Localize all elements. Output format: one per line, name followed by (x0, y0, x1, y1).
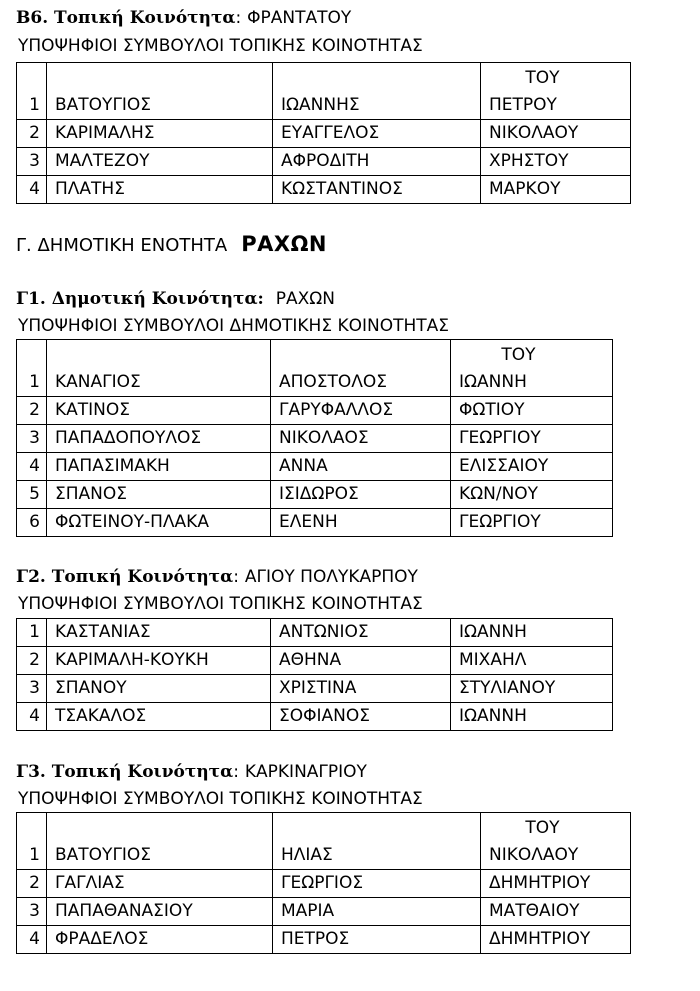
surname-cell: ΒΑΤΟΥΓΙΟΣ (47, 63, 273, 120)
father-name-cell: ΓΕΩΡΓΙΟΥ (451, 509, 613, 537)
table-row (17, 453, 613, 481)
father-name-cell: ΜΙΧΑΗΛ (451, 647, 613, 675)
row-number: 2 (17, 870, 47, 898)
candidates-table-g3 (16, 812, 631, 954)
candidates-table-g2 (16, 618, 613, 731)
row-number: 3 (17, 425, 47, 453)
surname-cell: ΠΛΑΤΗΣ (47, 176, 273, 204)
table-row (17, 926, 631, 954)
first-name-cell: ΚΩΣΤΑΝΤΙΝΟΣ (273, 176, 481, 204)
row-number: 6 (17, 509, 47, 537)
table-row (17, 425, 613, 453)
section-subtitle-g1: ΥΠΟΨΗΦΙΟΙ ΣΥΜΒΟΥΛΟΙ ΔΗΜΟΤΙΚΗΣ ΚΟΙΝΟΤΗΤΑΣ (18, 316, 450, 336)
father-name-cell: ΜΑΤΘΑΙΟΥ (481, 898, 631, 926)
table-row (17, 176, 631, 204)
first-name-cell: ΓΑΡΥΦΑΛΛΟΣ (271, 397, 451, 425)
row-number: 2 (17, 397, 47, 425)
table-row (17, 63, 631, 120)
row-number: 4 (17, 453, 47, 481)
municipal-unit-heading (16, 232, 327, 256)
father-prefix: ΤΟΥ (501, 345, 536, 365)
table-row (17, 397, 613, 425)
row-number: 4 (17, 176, 47, 204)
father-name: ΠΕΤΡΟΥ (489, 95, 557, 115)
section-name: ΡΑΧΩΝ (275, 289, 335, 309)
table-row (17, 120, 631, 148)
candidates-table-b6 (16, 62, 631, 204)
father-name-cell: ΧΡΗΣΤΟΥ (481, 148, 631, 176)
first-name-cell: ΙΩΑΝΝΗΣ (273, 63, 481, 120)
table-row (17, 813, 631, 870)
surname-cell: ΚΑΝΑΓΙΟΣ (47, 340, 271, 397)
row-number: 1 (17, 619, 47, 647)
table-row (17, 619, 613, 647)
surname-cell: ΜΑΛΤΕΖΟΥ (47, 148, 273, 176)
surname-cell: ΓΑΓΛΙΑΣ (47, 870, 273, 898)
section-heading-b6: Β6. Τοπική Κοινότητα: ΦΡΑΝΤΑΤΟΥ (16, 8, 352, 28)
section-label: Γ1. Δημοτική Κοινότητα: (16, 289, 264, 309)
table-row (17, 509, 613, 537)
first-name-cell: ΑΦΡΟΔΙΤΗ (273, 148, 481, 176)
table-row (17, 703, 613, 731)
row-number: 2 (17, 647, 47, 675)
surname-cell: ΦΩΤΕΙΝΟΥ-ΠΛΑΚΑ (47, 509, 271, 537)
section-label: Β6. Τοπική Κοινότητα (16, 8, 236, 28)
surname-cell: ΚΑΡΙΜΑΛΗ-ΚΟΥΚΗ (47, 647, 271, 675)
father-name-cell: ΕΛΙΣΣΑΙΟΥ (451, 453, 613, 481)
first-name-cell: ΕΥΑΓΓΕΛΟΣ (273, 120, 481, 148)
first-name-cell: ΣΟΦΙΑΝΟΣ (271, 703, 451, 731)
surname-cell: ΣΠΑΝΟΥ (47, 675, 271, 703)
father-name-cell: ΔΗΜΗΤΡΙΟΥ (481, 926, 631, 954)
first-name-cell: ΠΕΤΡΟΣ (273, 926, 481, 954)
first-name-cell: ΑΠΟΣΤΟΛΟΣ (271, 340, 451, 397)
section-subtitle-b6: ΥΠΟΨΗΦΙΟΙ ΣΥΜΒΟΥΛΟΙ ΤΟΠΙΚΗΣ ΚΟΙΝΟΤΗΤΑΣ (18, 36, 423, 56)
section-heading-g1 (16, 289, 335, 309)
surname-cell: ΦΡΑΔΕΛΟΣ (47, 926, 273, 954)
table-row (17, 340, 613, 397)
table-row (17, 675, 613, 703)
first-name-cell: ΑΝΤΩΝΙΟΣ (271, 619, 451, 647)
surname-cell: ΚΑΡΙΜΑΛΗΣ (47, 120, 273, 148)
table-row (17, 870, 631, 898)
table-row (17, 647, 613, 675)
surname-cell: ΒΑΤΟΥΓΙΟΣ (47, 813, 273, 870)
first-name-cell: ΑΝΝΑ (271, 453, 451, 481)
first-name-cell: ΧΡΙΣΤΙΝΑ (271, 675, 451, 703)
father-name: ΙΩΑΝΝΗ (459, 372, 527, 392)
table-row (17, 148, 631, 176)
father-name-cell (451, 340, 613, 397)
father-name-cell: ΙΩΑΝΝΗ (451, 619, 613, 647)
section-heading-g2: Γ2. Τοπική Κοινότητα: ΑΓΙΟΥ ΠΟΛΥΚΑΡΠΟΥ (16, 567, 418, 587)
father-name-cell: ΝΙΚΟΛΑΟΥ (481, 120, 631, 148)
candidates-table-g1 (16, 339, 613, 537)
section-name: ΚΑΡΚΙΝΑΓΡΙΟΥ (244, 762, 367, 782)
father-name-cell: ΓΕΩΡΓΙΟΥ (451, 425, 613, 453)
father-name-cell: ΦΩΤΙΟΥ (451, 397, 613, 425)
municipal-unit-label: Γ. ΔΗΜΟΤΙΚΗ ΕΝΟΤΗΤΑ (16, 235, 228, 256)
section-label: Γ3. Τοπική Κοινότητα (16, 762, 234, 782)
first-name-cell: ΜΑΡΙΑ (273, 898, 481, 926)
section-subtitle-g3: ΥΠΟΨΗΦΙΟΙ ΣΥΜΒΟΥΛΟΙ ΤΟΠΙΚΗΣ ΚΟΙΝΟΤΗΤΑΣ (18, 789, 423, 809)
father-name-cell: ΔΗΜΗΤΡΙΟΥ (481, 870, 631, 898)
first-name-cell: ΗΛΙΑΣ (273, 813, 481, 870)
father-name: ΝΙΚΟΛΑΟΥ (489, 845, 579, 865)
father-name-cell (481, 813, 631, 870)
row-number: 4 (17, 703, 47, 731)
surname-cell: ΠΑΠΑΘΑΝΑΣΙΟΥ (47, 898, 273, 926)
father-prefix: ΤΟΥ (525, 68, 560, 88)
row-number: 1 (17, 63, 47, 120)
row-number: 5 (17, 481, 47, 509)
surname-cell: ΠΑΠΑΔΟΠΟΥΛΟΣ (47, 425, 271, 453)
father-prefix: ΤΟΥ (525, 818, 560, 838)
municipal-unit-name: ΡΑΧΩΝ (241, 232, 327, 256)
father-name-cell: ΙΩΑΝΝΗ (451, 703, 613, 731)
first-name-cell: ΝΙΚΟΛΑΟΣ (271, 425, 451, 453)
surname-cell: ΣΠΑΝΟΣ (47, 481, 271, 509)
section-name: ΦΡΑΝΤΑΤΟΥ (247, 8, 352, 28)
first-name-cell: ΑΘΗΝΑ (271, 647, 451, 675)
row-number: 1 (17, 340, 47, 397)
surname-cell: ΚΑΣΤΑΝΙΑΣ (47, 619, 271, 647)
table-row (17, 481, 613, 509)
first-name-cell: ΓΕΩΡΓΙΟΣ (273, 870, 481, 898)
father-name-cell: ΣΤΥΛΙΑΝΟΥ (451, 675, 613, 703)
surname-cell: ΠΑΠΑΣΙΜΑΚΗ (47, 453, 271, 481)
first-name-cell: ΙΣΙΔΩΡΟΣ (271, 481, 451, 509)
table-row (17, 898, 631, 926)
father-name-cell: ΜΑΡΚΟΥ (481, 176, 631, 204)
row-number: 3 (17, 675, 47, 703)
section-name: ΑΓΙΟΥ ΠΟΛΥΚΑΡΠΟΥ (244, 567, 418, 587)
row-number: 3 (17, 898, 47, 926)
father-name-cell (481, 63, 631, 120)
first-name-cell: ΕΛΕΝΗ (271, 509, 451, 537)
row-number: 2 (17, 120, 47, 148)
row-number: 1 (17, 813, 47, 870)
section-subtitle-g2: ΥΠΟΨΗΦΙΟΙ ΣΥΜΒΟΥΛΟΙ ΤΟΠΙΚΗΣ ΚΟΙΝΟΤΗΤΑΣ (18, 594, 423, 614)
surname-cell: ΤΣΑΚΑΛΟΣ (47, 703, 271, 731)
section-label: Γ2. Τοπική Κοινότητα (16, 567, 234, 587)
row-number: 3 (17, 148, 47, 176)
father-name-cell: ΚΩΝ/ΝΟΥ (451, 481, 613, 509)
section-heading-g3: Γ3. Τοπική Κοινότητα: ΚΑΡΚΙΝΑΓΡΙΟΥ (16, 762, 367, 782)
surname-cell: ΚΑΤΙΝΟΣ (47, 397, 271, 425)
row-number: 4 (17, 926, 47, 954)
